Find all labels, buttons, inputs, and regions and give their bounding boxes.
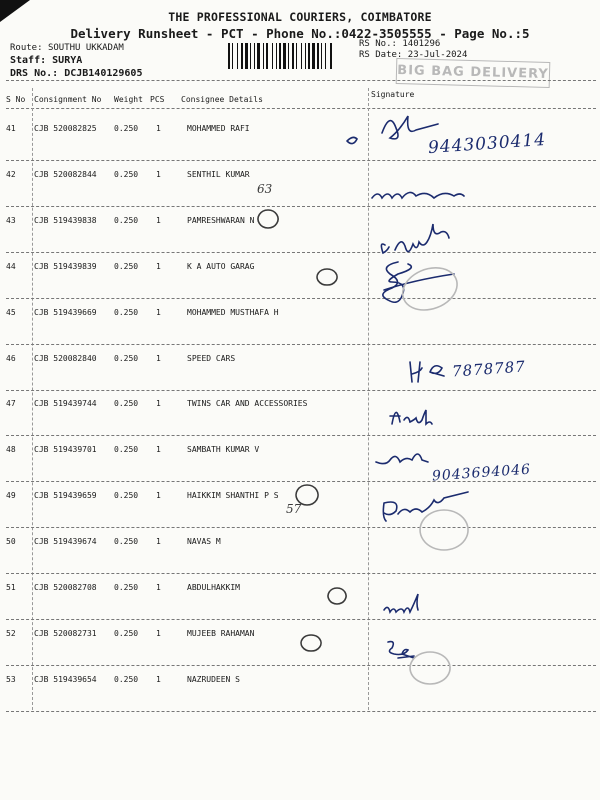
cell-consignment-no: CJB 519439839 — [34, 262, 97, 271]
row-rule — [6, 206, 596, 207]
barcode-bar — [272, 43, 273, 69]
barcode-bar — [257, 43, 260, 69]
barcode-bar — [279, 43, 281, 69]
handwritten-mark: 57 — [286, 502, 302, 516]
row-rule — [6, 435, 596, 436]
rs-no-value: 1401296 — [402, 39, 441, 49]
cell-weight: 0.250 — [114, 216, 139, 225]
cell-pcs: 1 — [156, 675, 161, 684]
row-rule — [6, 665, 596, 666]
cn-circle-stamp — [403, 268, 457, 310]
cell-consignee: SAMBATH KUMAR V — [187, 445, 260, 454]
cell-pcs: 1 — [156, 308, 161, 317]
drs-label: DRS No.: — [10, 68, 59, 79]
barcode-bar — [321, 43, 322, 69]
cell-pcs: 1 — [156, 491, 161, 500]
barcode-bar — [312, 43, 315, 69]
cell-pcs: 1 — [156, 124, 161, 133]
signature-scribble — [381, 224, 449, 253]
barcode-bar — [263, 43, 264, 69]
handwritten-phone-note: 7878787 — [451, 357, 527, 381]
cell-consignment-no: CJB 520082731 — [34, 629, 97, 638]
cell-sno: 52 — [6, 629, 16, 638]
cell-pcs: 1 — [156, 399, 161, 408]
barcode-bar — [305, 43, 306, 69]
cell-weight: 0.250 — [114, 262, 139, 271]
cell-weight: 0.250 — [114, 308, 139, 317]
signature-scribble — [382, 116, 438, 139]
cell-weight: 0.250 — [114, 629, 139, 638]
cell-consignee: MOHAMMED MUSTHAFA H — [187, 308, 279, 317]
cell-sno: 49 — [6, 491, 16, 500]
cell-sno: 42 — [6, 170, 16, 179]
cell-consignee: MOHAMMED RAFI — [187, 124, 250, 133]
rs-no-line — [359, 39, 440, 49]
signature-scribble — [372, 192, 464, 198]
cell-consignee: TWINS CAR AND ACCESSORIES — [187, 399, 308, 408]
cell-consignment-no: CJB 519439744 — [34, 399, 97, 408]
route-line — [10, 43, 124, 53]
cell-consignment-no: CJB 519439659 — [34, 491, 97, 500]
cell-consignment-no: CJB 520082844 — [34, 170, 97, 179]
cell-weight: 0.250 — [114, 491, 139, 500]
cell-sno: 53 — [6, 675, 16, 684]
circled-mark — [317, 269, 337, 285]
row-rule — [6, 481, 596, 482]
cell-weight: 0.250 — [114, 445, 139, 454]
barcode-bar — [250, 43, 251, 69]
cell-consignment-no: CJB 520082840 — [34, 354, 97, 363]
tick-mark — [347, 137, 357, 143]
barcode-bar — [301, 43, 302, 69]
rs-date-value: 23-Jul-2024 — [407, 50, 468, 60]
cell-sno: 51 — [6, 583, 16, 592]
big-bag-delivery-stamp: BIG BAG DELIVERY — [396, 58, 551, 88]
barcode-bar — [228, 43, 230, 69]
cell-pcs: 1 — [156, 354, 161, 363]
signature-scribble — [388, 642, 414, 658]
route-label: Route: — [10, 43, 43, 53]
signature-scribble — [384, 274, 454, 290]
signature-scribble — [376, 454, 428, 464]
circled-mark — [301, 635, 321, 651]
barcode-bar — [288, 43, 289, 69]
circled-mark — [328, 588, 346, 604]
cell-consignment-no: CJB 519439674 — [34, 537, 97, 546]
row-rule — [6, 344, 596, 345]
cell-consignment-no: CJB 520082708 — [34, 583, 97, 592]
cell-weight: 0.250 — [114, 675, 139, 684]
cell-consignee: NAZRUDEEN S — [187, 675, 240, 684]
cell-pcs: 1 — [156, 537, 161, 546]
barcode-bar — [292, 43, 294, 69]
cell-consignment-no: CJB 520082825 — [34, 124, 97, 133]
rs-date-label: RS Date: — [359, 50, 403, 60]
cell-consignee: MUJEEB RAHAMAN — [187, 629, 255, 638]
company-title: THE PROFESSIONAL COURIERS, COIMBATORE — [168, 10, 432, 24]
cell-weight: 0.250 — [114, 124, 139, 133]
barcode-bar — [296, 43, 297, 69]
cell-sno: 41 — [6, 124, 16, 133]
signature-scribble — [390, 410, 432, 424]
barcode-bar — [254, 43, 255, 69]
cell-consignee: PAMRESHWARAN N — [187, 216, 255, 225]
cell-weight: 0.250 — [114, 583, 139, 592]
rs-no-label: RS No.: — [359, 39, 397, 49]
row-rule — [6, 711, 596, 712]
cell-pcs: 1 — [156, 170, 161, 179]
barcode-bar — [276, 43, 277, 69]
row-rule — [6, 160, 596, 161]
signature-scribble — [383, 492, 468, 521]
handwritten-mark: 63 — [257, 182, 273, 196]
cell-sno: 45 — [6, 308, 16, 317]
cell-pcs: 1 — [156, 445, 161, 454]
cell-sno: 46 — [6, 354, 16, 363]
cn-circle-stamp — [410, 652, 450, 684]
cell-sno: 44 — [6, 262, 16, 271]
barcode-bar — [237, 43, 238, 69]
column-divider — [368, 88, 369, 710]
barcode-bar — [266, 43, 268, 69]
barcode-bar — [232, 43, 233, 69]
header-top-rule — [6, 80, 596, 81]
staff-line — [10, 55, 82, 66]
cell-weight: 0.250 — [114, 399, 139, 408]
handwritten-phone-note: 9443030414 — [427, 129, 547, 159]
cell-weight: 0.250 — [114, 354, 139, 363]
cell-consignee: SPEED CARS — [187, 354, 236, 363]
row-rule — [6, 390, 596, 391]
cell-pcs: 1 — [156, 216, 161, 225]
row-rule — [6, 573, 596, 574]
cell-pcs: 1 — [156, 629, 161, 638]
cell-weight: 0.250 — [114, 170, 139, 179]
cell-consignment-no: CJB 519439654 — [34, 675, 97, 684]
runsheet-subtitle: Delivery Runsheet - PCT - Phone No.:0422-3505555 - Page No.:5 — [70, 26, 530, 41]
column-divider — [32, 88, 33, 710]
cell-consignment-no: CJB 519439701 — [34, 445, 97, 454]
staff-label: Staff: — [10, 55, 47, 66]
cell-consignee: SENTHIL KUMAR — [187, 170, 250, 179]
cell-sno: 48 — [6, 445, 16, 454]
signature-scribble — [383, 262, 411, 302]
cell-consignee: K A AUTO GARAG — [187, 262, 255, 271]
barcode-bar — [308, 43, 310, 69]
signature-scribble — [410, 362, 444, 382]
barcode-bar — [317, 43, 319, 69]
row-rule — [6, 252, 596, 253]
row-rule — [6, 527, 596, 528]
col-consignment-header: Consignment No — [34, 95, 102, 104]
cell-consignee: HAIKKIM SHANTHI P S — [187, 491, 279, 500]
signature-scribble — [384, 594, 418, 612]
col-sno-header: S No — [6, 95, 26, 104]
cell-pcs: 1 — [156, 262, 161, 271]
cell-sno: 50 — [6, 537, 16, 546]
staff-value: SURYA — [52, 55, 83, 66]
handwritten-phone-note: 9043694046 — [431, 461, 532, 485]
cell-sno: 47 — [6, 399, 16, 408]
col-consignee-header: Consignee Details — [181, 95, 263, 104]
handwritten-name — [392, 402, 396, 403]
drs-value: DCJB140129605 — [64, 68, 143, 79]
cn-circle-stamp — [420, 510, 468, 550]
cell-sno: 43 — [6, 216, 16, 225]
barcode-bar — [283, 43, 286, 69]
cell-pcs: 1 — [156, 583, 161, 592]
col-signature-header: Signature — [371, 90, 415, 99]
col-pcs-header: PCS — [150, 95, 165, 104]
barcode-image — [228, 43, 354, 69]
route-value: SOUTHU UKKADAM — [47, 43, 124, 53]
row-rule — [6, 298, 596, 299]
cell-consignment-no: CJB 519439838 — [34, 216, 97, 225]
cell-consignee: ABDULHAKKIM — [187, 583, 240, 592]
header-bottom-rule — [6, 108, 596, 109]
col-weight-header: Weight — [114, 95, 143, 104]
cell-consignee: NAVAS M — [187, 537, 221, 546]
barcode-bar — [330, 43, 332, 69]
row-rule — [6, 619, 596, 620]
cell-consignment-no: CJB 519439669 — [34, 308, 97, 317]
barcode-bar — [241, 43, 243, 69]
cell-weight: 0.250 — [114, 537, 139, 546]
circled-mark — [258, 210, 278, 228]
barcode-bar — [245, 43, 248, 69]
barcode-bar — [325, 43, 326, 69]
drs-line — [10, 68, 142, 79]
